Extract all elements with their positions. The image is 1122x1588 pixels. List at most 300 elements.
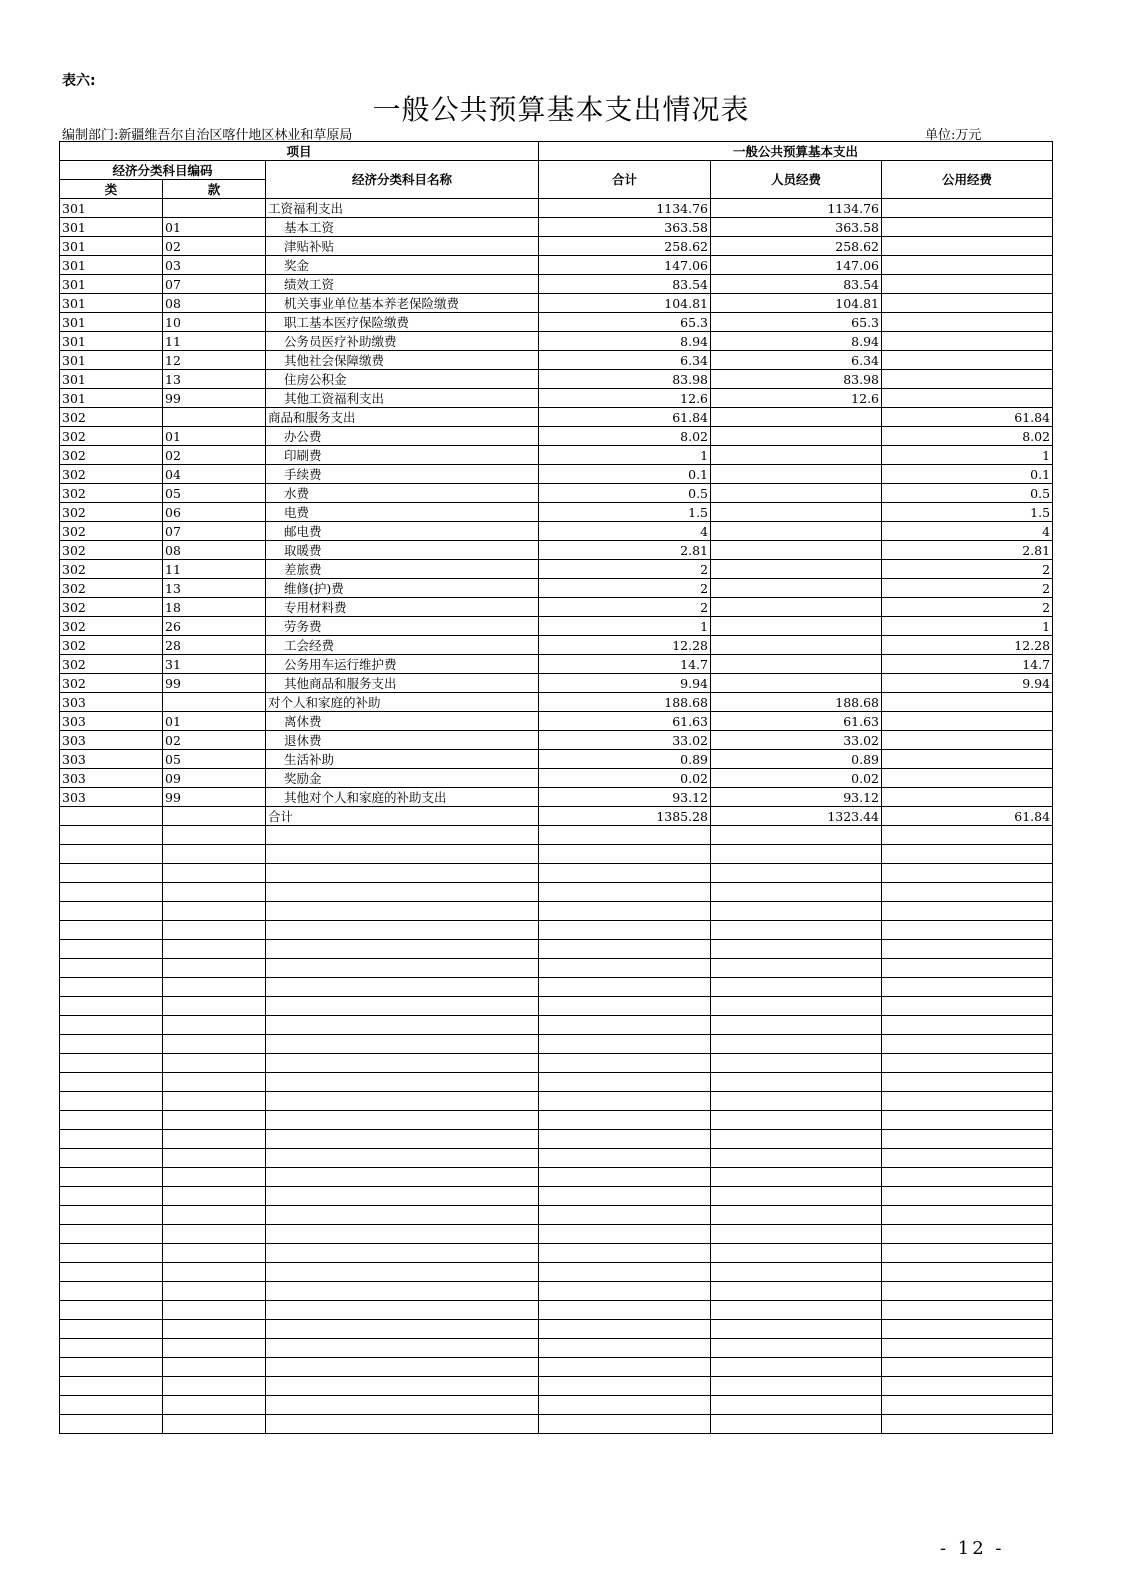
blank-row (60, 883, 1053, 902)
kuan-cell: 01 (163, 218, 266, 237)
blank-row (60, 1225, 1053, 1244)
kuan-cell: 01 (163, 712, 266, 731)
lei-cell: 301 (60, 199, 163, 218)
page-title: 一般公共预算基本支出情况表 (372, 93, 750, 126)
blank-cell (711, 1415, 882, 1434)
blank-cell (882, 1263, 1053, 1282)
blank-cell (539, 864, 711, 883)
blank-cell (60, 1130, 163, 1149)
kuan-cell: 99 (163, 674, 266, 693)
blank-cell (60, 826, 163, 845)
blank-cell (882, 864, 1053, 883)
blank-cell (882, 1320, 1053, 1339)
table-row (60, 351, 1053, 370)
public-cell: 0.1 (882, 465, 1053, 484)
blank-cell (163, 1282, 266, 1301)
blank-cell (882, 921, 1053, 940)
blank-cell (60, 845, 163, 864)
total-cell: 1 (539, 617, 711, 636)
blank-cell (60, 1016, 163, 1035)
lei-cell: 302 (60, 427, 163, 446)
blank-cell (163, 1320, 266, 1339)
name-cell: 邮电费 (266, 522, 539, 541)
personnel-cell: 6.34 (711, 351, 882, 370)
blank-cell (882, 1396, 1053, 1415)
blank-cell (266, 826, 539, 845)
blank-cell (266, 1263, 539, 1282)
name-cell: 印刷费 (266, 446, 539, 465)
name-cell: 专用材料费 (266, 598, 539, 617)
blank-cell (539, 1168, 711, 1187)
blank-cell (539, 1225, 711, 1244)
personnel-cell (711, 617, 882, 636)
kuan-cell: 11 (163, 332, 266, 351)
blank-cell (266, 1415, 539, 1434)
blank-cell (711, 1225, 882, 1244)
personnel-cell: 258.62 (711, 237, 882, 256)
blank-cell (266, 1358, 539, 1377)
blank-cell (266, 845, 539, 864)
blank-cell (60, 1187, 163, 1206)
blank-cell (60, 1377, 163, 1396)
public-cell (882, 294, 1053, 313)
blank-cell (163, 1054, 266, 1073)
blank-cell (266, 1054, 539, 1073)
blank-row (60, 826, 1053, 845)
blank-cell (60, 1282, 163, 1301)
kuan-cell: 18 (163, 598, 266, 617)
blank-cell (539, 1377, 711, 1396)
blank-row (60, 997, 1053, 1016)
lei-cell: 301 (60, 351, 163, 370)
public-cell: 1 (882, 617, 1053, 636)
public-cell: 2 (882, 560, 1053, 579)
total-cell: 65.3 (539, 313, 711, 332)
blank-cell (711, 845, 882, 864)
blank-cell (539, 959, 711, 978)
blank-cell (60, 864, 163, 883)
blank-cell (163, 1016, 266, 1035)
total-cell: 1.5 (539, 503, 711, 522)
table-row (60, 769, 1053, 788)
blank-cell (539, 1301, 711, 1320)
blank-row (60, 1339, 1053, 1358)
name-cell: 公务员医疗补助缴费 (266, 332, 539, 351)
blank-cell (711, 1358, 882, 1377)
blank-row (60, 902, 1053, 921)
name-cell: 工会经费 (266, 636, 539, 655)
name-cell: 绩效工资 (266, 275, 539, 294)
blank-cell (163, 1301, 266, 1320)
blank-cell (266, 997, 539, 1016)
blank-row (60, 1396, 1053, 1415)
blank-cell (882, 1149, 1053, 1168)
personnel-cell (711, 674, 882, 693)
name-cell: 商品和服务支出 (266, 408, 539, 427)
name-cell: 电费 (266, 503, 539, 522)
kuan-cell: 02 (163, 237, 266, 256)
total-cell: 258.62 (539, 237, 711, 256)
name-cell: 其他社会保障缴费 (266, 351, 539, 370)
budget-group-header: 一般公共预算基本支出 (539, 142, 1053, 161)
blank-cell (711, 1149, 882, 1168)
blank-row (60, 921, 1053, 940)
lei-cell: 302 (60, 446, 163, 465)
blank-cell (266, 1035, 539, 1054)
total-cell: 61.63 (539, 712, 711, 731)
table-row (60, 788, 1053, 807)
blank-row (60, 959, 1053, 978)
personnel-cell: 0.02 (711, 769, 882, 788)
lei-cell: 301 (60, 218, 163, 237)
name-cell: 劳务费 (266, 617, 539, 636)
personnel-cell: 8.94 (711, 332, 882, 351)
blank-cell (60, 940, 163, 959)
personnel-cell: 83.54 (711, 275, 882, 294)
blank-row (60, 864, 1053, 883)
blank-cell (266, 1016, 539, 1035)
public-cell (882, 199, 1053, 218)
blank-cell (163, 845, 266, 864)
blank-cell (711, 997, 882, 1016)
blank-cell (163, 883, 266, 902)
blank-cell (539, 902, 711, 921)
lei-cell: 302 (60, 560, 163, 579)
department-label: 编制部门:新疆维吾尔自治区喀什地区林业和草原局 (62, 128, 353, 143)
public-cell: 12.28 (882, 636, 1053, 655)
lei-cell: 302 (60, 522, 163, 541)
blank-cell (266, 883, 539, 902)
name-cell: 手续费 (266, 465, 539, 484)
blank-cell (539, 1244, 711, 1263)
total-cell: 0.1 (539, 465, 711, 484)
blank-cell (882, 883, 1053, 902)
blank-cell (539, 1358, 711, 1377)
personnel-cell: 188.68 (711, 693, 882, 712)
lei-cell: 302 (60, 408, 163, 427)
lei-cell: 301 (60, 370, 163, 389)
blank-cell (882, 1111, 1053, 1130)
blank-cell (882, 1035, 1053, 1054)
blank-cell (711, 864, 882, 883)
blank-cell (163, 959, 266, 978)
blank-cell (882, 1301, 1053, 1320)
lei-cell: 301 (60, 256, 163, 275)
public-cell (882, 693, 1053, 712)
kuan-cell: 06 (163, 503, 266, 522)
blank-cell (882, 826, 1053, 845)
blank-cell (539, 883, 711, 902)
project-header: 项目 (60, 142, 539, 161)
personnel-cell: 0.89 (711, 750, 882, 769)
blank-cell (711, 1035, 882, 1054)
total-cell: 9.94 (539, 674, 711, 693)
personnel-cell (711, 541, 882, 560)
lei-cell: 302 (60, 484, 163, 503)
kuan-cell (163, 408, 266, 427)
table-row (60, 579, 1053, 598)
kuan-cell: 02 (163, 446, 266, 465)
name-cell: 奖金 (266, 256, 539, 275)
kuan-cell: 31 (163, 655, 266, 674)
blank-row (60, 1282, 1053, 1301)
total-cell: 0.02 (539, 769, 711, 788)
blank-cell (711, 1206, 882, 1225)
total-cell: 2 (539, 560, 711, 579)
total-cell: 33.02 (539, 731, 711, 750)
lei-cell: 301 (60, 294, 163, 313)
lei-cell: 302 (60, 503, 163, 522)
blank-cell (163, 1244, 266, 1263)
total-cell: 4 (539, 522, 711, 541)
name-cell: 对个人和家庭的补助 (266, 693, 539, 712)
blank-cell (882, 1282, 1053, 1301)
personnel-cell: 83.98 (711, 370, 882, 389)
name-cell: 合计 (266, 807, 539, 826)
public-cell: 14.7 (882, 655, 1053, 674)
table-row (60, 332, 1053, 351)
blank-cell (60, 1244, 163, 1263)
blank-cell (539, 1320, 711, 1339)
name-cell: 其他对个人和家庭的补助支出 (266, 788, 539, 807)
blank-cell (711, 921, 882, 940)
blank-cell (266, 978, 539, 997)
public-cell (882, 237, 1053, 256)
blank-cell (266, 864, 539, 883)
table-label: 表六: (62, 73, 96, 89)
blank-cell (163, 1187, 266, 1206)
blank-cell (266, 1244, 539, 1263)
blank-row (60, 1263, 1053, 1282)
blank-cell (711, 1320, 882, 1339)
blank-cell (163, 1225, 266, 1244)
blank-cell (266, 1149, 539, 1168)
public-cell: 1.5 (882, 503, 1053, 522)
blank-cell (163, 1073, 266, 1092)
blank-cell (266, 921, 539, 940)
name-cell: 其他商品和服务支出 (266, 674, 539, 693)
blank-cell (60, 902, 163, 921)
personnel-cell: 93.12 (711, 788, 882, 807)
blank-cell (711, 1339, 882, 1358)
public-cell (882, 313, 1053, 332)
name-cell: 机关事业单位基本养老保险缴费 (266, 294, 539, 313)
blank-cell (266, 1282, 539, 1301)
blank-cell (163, 864, 266, 883)
kuan-cell: 07 (163, 522, 266, 541)
public-cell (882, 275, 1053, 294)
total-cell: 1 (539, 446, 711, 465)
blank-cell (163, 940, 266, 959)
blank-cell (60, 1263, 163, 1282)
blank-cell (163, 1168, 266, 1187)
public-cell: 2 (882, 598, 1053, 617)
personnel-cell: 363.58 (711, 218, 882, 237)
name-cell: 住房公积金 (266, 370, 539, 389)
lei-cell: 301 (60, 313, 163, 332)
kuan-cell: 26 (163, 617, 266, 636)
kuan-cell: 99 (163, 389, 266, 408)
public-cell (882, 389, 1053, 408)
name-cell: 取暖费 (266, 541, 539, 560)
blank-row (60, 1073, 1053, 1092)
table-row (60, 674, 1053, 693)
table-row (60, 750, 1053, 769)
blank-cell (539, 1263, 711, 1282)
blank-cell (60, 921, 163, 940)
blank-cell (266, 1111, 539, 1130)
blank-cell (266, 1092, 539, 1111)
kuan-cell: 08 (163, 541, 266, 560)
personnel-cell (711, 636, 882, 655)
personnel-cell: 1323.44 (711, 807, 882, 826)
total-cell: 2 (539, 579, 711, 598)
name-cell: 差旅费 (266, 560, 539, 579)
total-cell: 83.54 (539, 275, 711, 294)
blank-cell (711, 1187, 882, 1206)
table-row (60, 427, 1053, 446)
blank-cell (711, 1282, 882, 1301)
blank-row (60, 845, 1053, 864)
blank-cell (266, 1130, 539, 1149)
table-row (60, 446, 1053, 465)
total-cell: 2 (539, 598, 711, 617)
lei-cell: 303 (60, 788, 163, 807)
blank-cell (266, 1301, 539, 1320)
blank-cell (60, 1149, 163, 1168)
lei-cell: 301 (60, 389, 163, 408)
public-cell (882, 731, 1053, 750)
blank-cell (539, 1187, 711, 1206)
public-header: 公用经费 (882, 161, 1053, 199)
blank-cell (882, 1073, 1053, 1092)
blank-cell (711, 1130, 882, 1149)
total-cell: 0.5 (539, 484, 711, 503)
blank-cell (266, 1206, 539, 1225)
blank-cell (266, 959, 539, 978)
blank-row (60, 1130, 1053, 1149)
unit-label: 单位:万元 (925, 128, 982, 143)
lei-cell: 303 (60, 750, 163, 769)
name-cell: 基本工资 (266, 218, 539, 237)
blank-cell (711, 1396, 882, 1415)
blank-cell (882, 1016, 1053, 1035)
page-number: - 12 - (940, 1538, 1005, 1559)
table-row (60, 313, 1053, 332)
table-row (60, 503, 1053, 522)
personnel-cell (711, 579, 882, 598)
blank-cell (882, 1415, 1053, 1434)
public-cell: 1 (882, 446, 1053, 465)
blank-cell (539, 1339, 711, 1358)
blank-row (60, 1016, 1053, 1035)
kuan-header: 款 (163, 180, 266, 199)
total-cell: 2.81 (539, 541, 711, 560)
public-cell: 8.02 (882, 427, 1053, 446)
kuan-cell: 13 (163, 370, 266, 389)
kuan-cell: 11 (163, 560, 266, 579)
blank-cell (539, 1054, 711, 1073)
blank-cell (266, 902, 539, 921)
blank-cell (60, 1054, 163, 1073)
lei-cell: 302 (60, 674, 163, 693)
lei-cell: 303 (60, 712, 163, 731)
blank-cell (266, 940, 539, 959)
lei-cell: 303 (60, 769, 163, 788)
public-cell: 61.84 (882, 408, 1053, 427)
table-row (60, 408, 1053, 427)
table-row (60, 693, 1053, 712)
blank-row (60, 1054, 1053, 1073)
name-cell: 津贴补贴 (266, 237, 539, 256)
lei-cell: 302 (60, 598, 163, 617)
public-cell: 61.84 (882, 807, 1053, 826)
blank-row (60, 1244, 1053, 1263)
blank-cell (539, 1111, 711, 1130)
blank-cell (711, 902, 882, 921)
personnel-cell (711, 598, 882, 617)
kuan-cell: 07 (163, 275, 266, 294)
blank-cell (60, 1206, 163, 1225)
kuan-cell: 01 (163, 427, 266, 446)
personnel-cell (711, 655, 882, 674)
table-row (60, 275, 1053, 294)
total-cell: 8.94 (539, 332, 711, 351)
public-cell (882, 218, 1053, 237)
table-row (60, 731, 1053, 750)
blank-cell (711, 1073, 882, 1092)
blank-row (60, 1320, 1053, 1339)
blank-cell (882, 940, 1053, 959)
blank-cell (539, 1415, 711, 1434)
lei-cell: 301 (60, 237, 163, 256)
blank-cell (266, 1187, 539, 1206)
lei-cell: 301 (60, 275, 163, 294)
table-row (60, 807, 1053, 826)
blank-cell (711, 1168, 882, 1187)
public-cell (882, 256, 1053, 275)
kuan-cell: 99 (163, 788, 266, 807)
blank-cell (266, 1320, 539, 1339)
table-row (60, 237, 1053, 256)
table-row (60, 636, 1053, 655)
blank-cell (60, 1111, 163, 1130)
lei-cell: 302 (60, 636, 163, 655)
blank-cell (266, 1339, 539, 1358)
blank-cell (882, 959, 1053, 978)
blank-cell (266, 1377, 539, 1396)
blank-cell (163, 1092, 266, 1111)
total-cell: 1385.28 (539, 807, 711, 826)
name-cell: 退休费 (266, 731, 539, 750)
blank-row (60, 1358, 1053, 1377)
blank-row (60, 978, 1053, 997)
blank-cell (711, 978, 882, 997)
total-cell: 363.58 (539, 218, 711, 237)
blank-cell (882, 902, 1053, 921)
table-row (60, 199, 1053, 218)
blank-cell (60, 1415, 163, 1434)
blank-cell (60, 959, 163, 978)
blank-row (60, 1187, 1053, 1206)
table-row (60, 617, 1053, 636)
public-cell (882, 750, 1053, 769)
table-row (60, 465, 1053, 484)
blank-cell (539, 1073, 711, 1092)
public-cell (882, 370, 1053, 389)
lei-cell: 302 (60, 655, 163, 674)
kuan-cell (163, 199, 266, 218)
